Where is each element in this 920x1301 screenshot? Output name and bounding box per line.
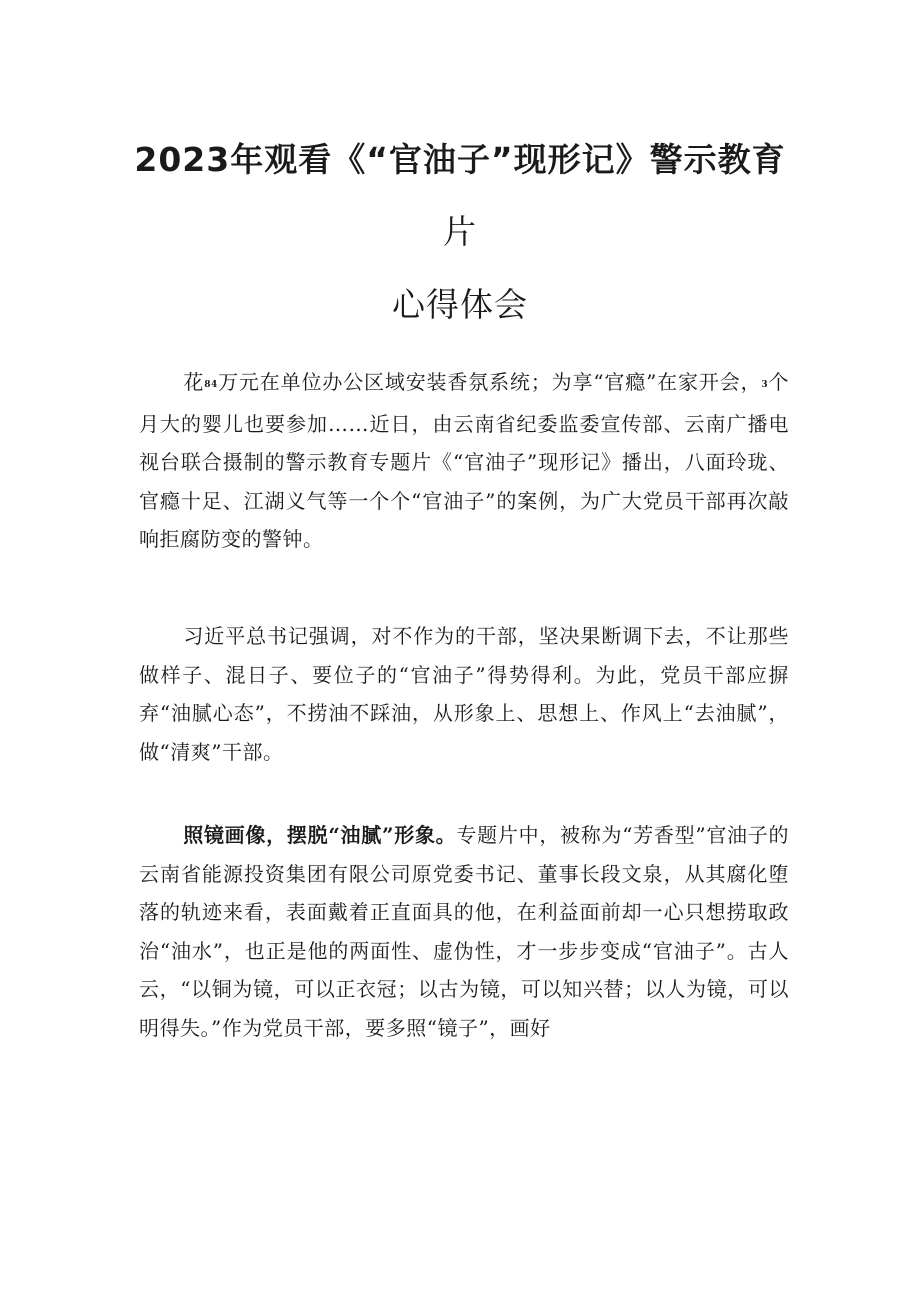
p2-text: 习近平总书记强调，对不作为的干部，坚决果断调下去，不让那些做样子、混日子、要位子的“官油子”得势得利。为此，党员干部应摒弃“油腻心态”，不捞油不踩油，从形象上、思想上、作风上“去油腻”，做“清爽”干部。 xyxy=(139,624,789,764)
p1-text-b: 个月大的婴儿也要参加……近日，由云南省纪委监委宣传部、云南广播电视台联合摄制的警示教育专题片《“官油子”现形记》播出，八面玲珑、官瘾十足、江湖义气等一个个“官油子”的案例，为广大党员干部再次敲响拒腐防变的警钟。 xyxy=(139,370,790,551)
title-line-1: 2023年观看《“官油子”现形记》警示教育 xyxy=(134,140,786,179)
p1-small-number-2: 3 xyxy=(761,380,769,390)
p3-text: 专题片中，被称为“芳香型”官油子的云南省能源投资集团有限公司原党委书记、董事长段文泉，从其腐化堕落的轨迹来看，表面戴着正直面具的他，在利益面前却一心只想捞取政治“油水”，也正是他的两面性、虚伪性，才一步步变成“官油子”。古人云，“以铜为镜，可以正衣冠；以古为镜，可以知兴替；以人为镜，可以明得失。”作为党员干部，要多照“镜子”，画好 xyxy=(139,823,789,1040)
title-line-2: 片 xyxy=(443,212,477,251)
p1-pre: 花 xyxy=(183,370,205,394)
paragraph-1 xyxy=(139,363,789,559)
p1-small-number-1: 84 xyxy=(204,380,218,390)
p3-bold-lead: 照镜画像，摆脱“油腻”形象。 xyxy=(183,823,457,847)
paragraph-3 xyxy=(139,816,789,1047)
p1-text-a: 万元在单位办公区域安装香氛系统；为享“官瘾”在家开会， xyxy=(217,370,762,394)
title-line-3: 心得体会 xyxy=(392,285,528,324)
paragraph-2 xyxy=(139,617,789,771)
